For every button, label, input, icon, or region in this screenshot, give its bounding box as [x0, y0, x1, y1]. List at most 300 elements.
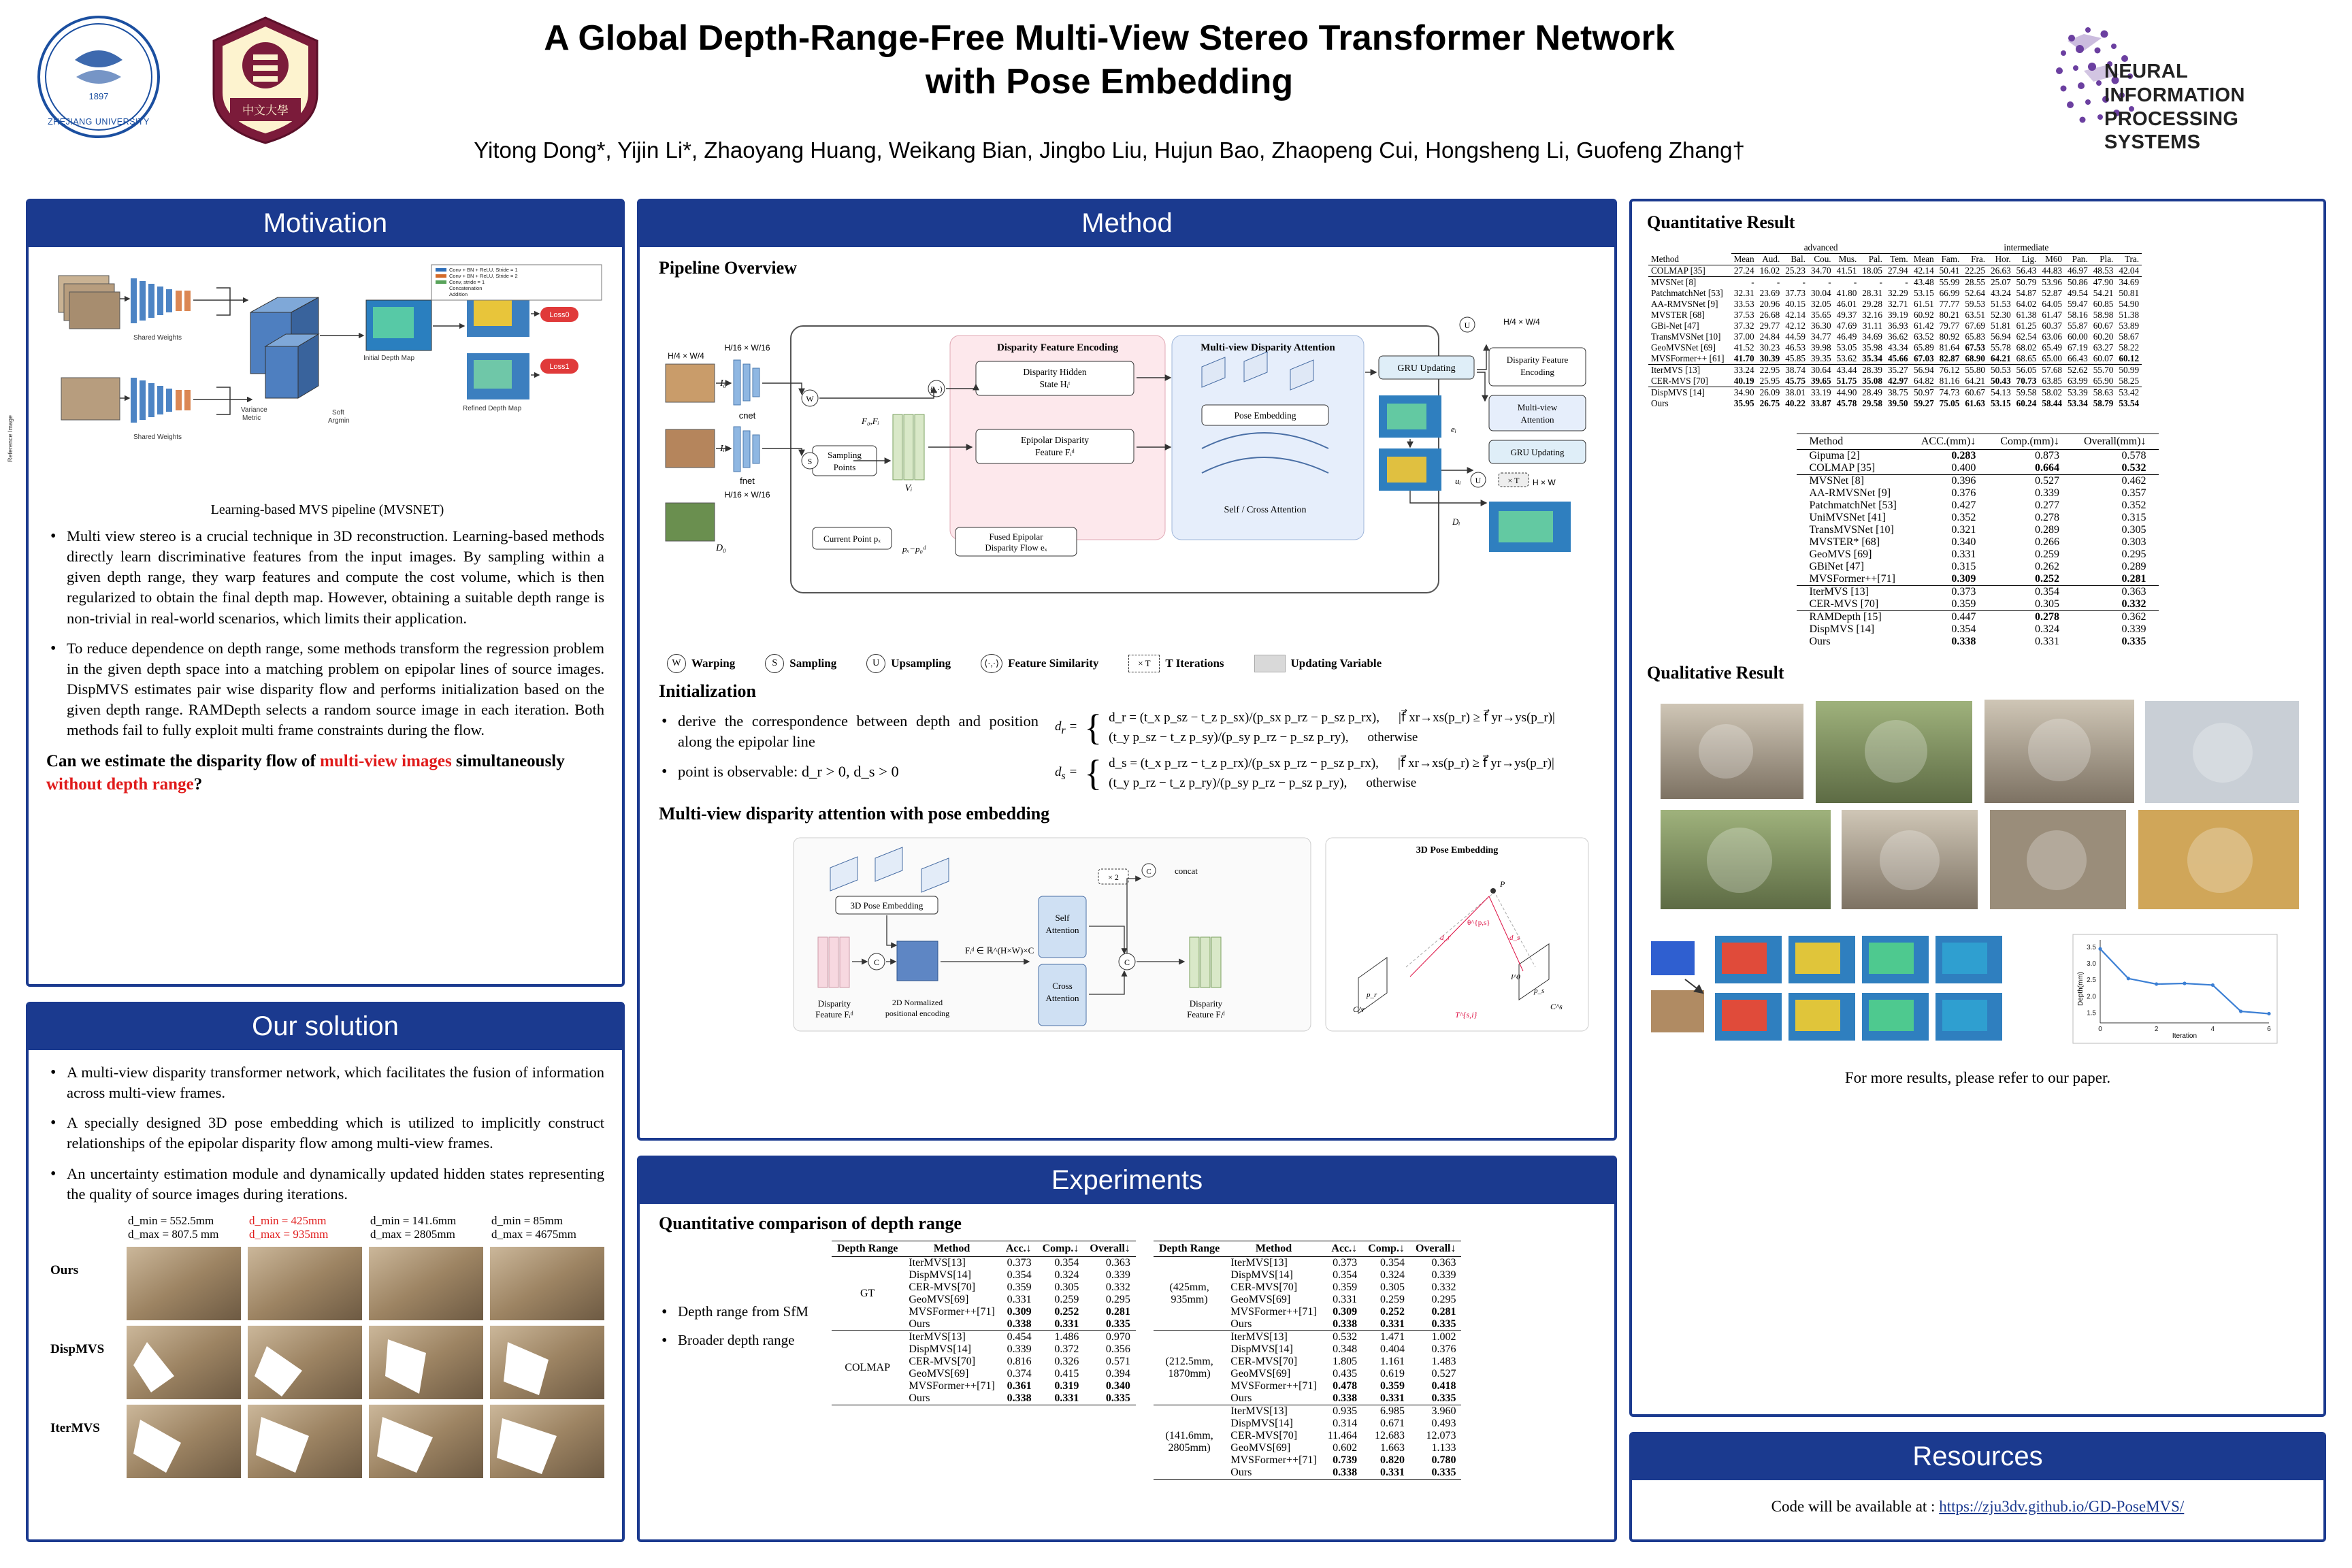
table-cell: 54.13 [1991, 387, 2011, 397]
chart-xtick: 0 [2098, 1026, 2102, 1033]
table-cell: 25.07 [1991, 277, 2011, 287]
svg-text:2D Normalized: 2D Normalized [892, 998, 943, 1007]
initialization-equations: $d_r$ = { d_r = (t_x p_sz − t_z p_sx)/(p_sx p_rz − p_sz p_rx), |f⃗ xr→xs(p_r) ≥ f⃗ yr→ys(p_r)| (t_y p_sz − t_z p_sy)/(p_sy p_rz − p_sz p_ry), otherwise $d_s$ = { d_s = (t_x p_rz − t_z p_rx)/(p_sx p_rz − p_sz p_rx), |f⃗ xr→xs(p_r) ≥ f⃗ yr→ys(p_r)| (t_y p_rz − t_z p_ry)/(p_sy p_rz − p_sz p_ry), otherwise [1055, 706, 1555, 794]
svg-text:Initial Depth Map: Initial Depth Map [363, 355, 415, 362]
table-cell: 0.339 [2035, 487, 2059, 499]
table-cell: 0.332 [2121, 598, 2146, 610]
legend-warping: W Warping [667, 654, 735, 673]
panel-experiments [637, 1156, 1617, 1542]
table-cell: 41.80 [1836, 288, 1857, 298]
column-header: ACC.(mm)↓ [1921, 436, 1976, 447]
table-cell: 0.396 [1951, 475, 1976, 487]
q-part-1: Can we estimate the disparity flow of [46, 752, 321, 771]
table-cell: 0.427 [1951, 500, 1976, 511]
table-cell: 49.37 [1836, 310, 1857, 320]
svg-text:d_r: d_r [1440, 934, 1451, 942]
table-cell: 33.19 [1810, 387, 1831, 397]
panel-method [637, 199, 1617, 1141]
table-cell: 68.02 [2016, 342, 2037, 353]
table-cell: Ours [1230, 1467, 1252, 1478]
column-header: Overall↓ [1090, 1243, 1130, 1254]
legend-feature-similarity: ⟨·,·⟩ Feature Similarity [981, 654, 1098, 673]
column-header: Acc.↓ [1005, 1243, 1032, 1254]
table-cell: 53.05 [1836, 342, 1857, 353]
table-cell: 0.331 [1379, 1318, 1405, 1330]
reconstruction-thumbnails [127, 1247, 606, 1484]
table-row [1648, 376, 2142, 387]
table-cell: 50.41 [1939, 265, 1960, 276]
column-header: Mean [1733, 254, 1754, 264]
svg-text:中文大學: 中文大學 [242, 104, 289, 117]
table-row [1648, 310, 2142, 321]
solution-bullets [46, 1062, 604, 1205]
range-label-1: d_min = 552.5mm d_max = 807.5 mm [128, 1213, 219, 1241]
svg-text:Disparity Feature: Disparity Feature [1506, 355, 1569, 365]
table-cell: 44.83 [2042, 265, 2063, 276]
q-part-5: ? [193, 775, 203, 794]
table-cell: 0.331 [1054, 1318, 1079, 1330]
table-cell: 0.361 [1007, 1380, 1032, 1392]
table-row [1797, 475, 2158, 488]
svg-text:F₀,Fᵢ: F₀,Fᵢ [862, 416, 879, 426]
table-cell: 0.354 [1951, 623, 1976, 635]
svg-text:pₓ−p₀ᵈ: pₓ−p₀ᵈ [902, 544, 926, 554]
table-cell: 45.78 [1836, 398, 1857, 408]
table-cell: 0.527 [1431, 1368, 1456, 1379]
table-cell: 26.09 [1759, 387, 1780, 397]
table-cell: 0.315 [2121, 512, 2146, 523]
table-cell: 50.86 [2068, 277, 2088, 287]
table-cell: 27.24 [1733, 265, 1754, 276]
table-cell: 0.376 [1951, 487, 1976, 499]
table-cell: 44.90 [1836, 387, 1857, 397]
table-cell: 40.15 [1785, 299, 1806, 309]
table-cell: 0.338 [1007, 1392, 1032, 1404]
table-cell: 1.002 [1431, 1331, 1456, 1343]
table-cell: 0.289 [2121, 561, 2146, 572]
table-cell: 61.25 [2016, 321, 2037, 331]
table-cell: 0.816 [1007, 1356, 1032, 1367]
table-cell: 51.81 [1991, 321, 2011, 331]
svg-text:Fᵢᵈ ∈ ℝ^(H×W)×C: Fᵢᵈ ∈ ℝ^(H×W)×C [965, 945, 1034, 956]
svg-text:Reference Image: Reference Image [7, 414, 14, 462]
table-cell: 3.960 [1431, 1405, 1456, 1417]
svg-text:Current Point pₓ: Current Point pₓ [823, 534, 881, 544]
svg-text:Epipolar Disparity: Epipolar Disparity [1020, 435, 1090, 445]
table-row [1648, 387, 2142, 399]
svg-text:Concatenation: Concatenation [449, 285, 483, 291]
table-cell: 59.47 [2068, 299, 2088, 309]
table-cell: 0.571 [1105, 1356, 1130, 1367]
motivation-question [46, 750, 604, 796]
table-cell: 32.05 [1810, 299, 1831, 309]
table-cell: 0.283 [1951, 450, 1976, 461]
svg-text:Cross: Cross [1052, 981, 1073, 991]
svg-text:U: U [1464, 321, 1471, 330]
table-row [1797, 561, 2158, 573]
table-cell: 0.373 [1951, 586, 1976, 598]
svg-text:Shared Weights: Shared Weights [133, 334, 182, 342]
table-cell: 0.354 [2035, 586, 2059, 598]
table-cell: 0.454 [1007, 1331, 1032, 1343]
table-cell: IterMVS[13] [909, 1257, 966, 1269]
table-cell: 46.97 [2068, 265, 2088, 276]
table-cell: 62.54 [2016, 331, 2037, 342]
svg-text:Disparity: Disparity [1189, 998, 1223, 1009]
svg-text:d_s: d_s [1509, 934, 1520, 942]
column-header: Depth Range [1158, 1243, 1220, 1254]
table-cell: 0.619 [1379, 1368, 1405, 1379]
svg-text:C: C [1146, 868, 1152, 876]
table-cell: IterMVS[13] [1230, 1331, 1288, 1343]
table-cell: 58.67 [2119, 331, 2140, 342]
table-cell: 11.464 [1327, 1430, 1358, 1441]
legend-updating-variable: Updating Variable [1254, 655, 1382, 672]
title-line-1: A Global Depth-Range-Free Multi-View Stereo Transformer Network [544, 18, 1675, 58]
column-header: Depth Range [837, 1243, 898, 1254]
table-cell: 0.340 [1105, 1380, 1130, 1392]
svg-text:I^0: I^0 [1511, 973, 1520, 981]
table-cell: 70.73 [2016, 376, 2037, 386]
mvsnet-diagram [7, 258, 608, 497]
table-cell: 39.65 [1810, 376, 1831, 386]
table-cell: 63.99 [2068, 376, 2088, 386]
table-cell: 0.277 [2035, 500, 2059, 511]
table-cell: 38.75 [1887, 387, 1908, 397]
table-cell: 61.42 [1913, 321, 1934, 331]
svg-text:Disparity Feature Encoding: Disparity Feature Encoding [996, 342, 1119, 353]
table-cell: 34.77 [1810, 331, 1831, 342]
table-cell: 31.11 [1862, 321, 1882, 331]
svg-text:Sampling: Sampling [828, 450, 862, 460]
table-row [1154, 1331, 1462, 1344]
table-cell: 0.335 [1431, 1392, 1456, 1404]
svg-text:H/4 × W/4: H/4 × W/4 [1503, 317, 1540, 327]
table-cell: 0.326 [1054, 1356, 1079, 1367]
table-cell: IterMVS[13] [1230, 1257, 1288, 1269]
panel-title-motivation: Motivation [29, 201, 622, 247]
table-cell: 32.31 [1733, 288, 1754, 298]
table-cell: 53.96 [2042, 277, 2063, 287]
table-row [1648, 365, 2142, 376]
table-cell: 41.52 [1733, 342, 1754, 353]
svg-text:1897: 1897 [88, 91, 109, 101]
table-cell: 53.39 [2068, 387, 2088, 397]
table-cell: 0.266 [2035, 536, 2059, 548]
table-cell: 0.335 [1105, 1318, 1130, 1330]
table-cell: 80.92 [1939, 331, 1960, 342]
column-header: Hor. [1995, 254, 2011, 264]
table-cell: 60.07 [2093, 353, 2114, 363]
method-cell: COLMAP [35] [1651, 265, 1705, 276]
table-cell: 37.32 [1733, 321, 1754, 331]
svg-text:cnet: cnet [738, 410, 756, 421]
table-cell: 32.71 [1887, 299, 1908, 309]
table-cell: 0.332 [1105, 1281, 1130, 1293]
eq-ds-2: (t_y p_rz − t_z p_ry)/(p_sy p_rz − p_sz p_ry), [1109, 775, 1348, 790]
table-cell: 58.63 [2093, 387, 2114, 397]
table-cell: 0.309 [1951, 573, 1976, 585]
table-cell: 26.68 [1759, 310, 1780, 320]
table-cell: 28.31 [1862, 288, 1882, 298]
chart-point [2127, 977, 2130, 980]
table-cell: 51.38 [2119, 310, 2140, 320]
zhejiang-university-logo [34, 12, 163, 142]
column-header: Fra. [1971, 254, 1985, 264]
table-cell: 1.161 [1379, 1356, 1405, 1367]
table-cell: MVSFormer++[71] [1230, 1454, 1317, 1466]
column-header: Pal. [1868, 254, 1882, 264]
method-cell: GBi-Net [47] [1651, 321, 1699, 331]
table-cell: 53.54 [2119, 398, 2140, 408]
table-cell: 22.25 [1965, 265, 1985, 276]
table-cell: 1.133 [1431, 1442, 1456, 1454]
table-cell: 40.22 [1785, 398, 1806, 408]
table-cell: 30.39 [1759, 353, 1780, 363]
list-item: • derive the correspondence between depth and position along the epipolar line [657, 711, 1039, 752]
method-cell: IterMVS [13] [1809, 586, 1869, 598]
svg-text:Dᵢ: Dᵢ [1452, 517, 1460, 527]
table-cell: 0.415 [1054, 1368, 1079, 1379]
table-cell: 38.01 [1785, 387, 1806, 397]
panel-title-solution: Our solution [29, 1004, 622, 1050]
table-cell: 52.64 [1965, 288, 1985, 298]
table-cell: 35.27 [1887, 365, 1908, 375]
table-cell: 75.05 [1939, 398, 1960, 408]
table-cell: 42.04 [2119, 265, 2140, 276]
table-row [1648, 299, 2142, 310]
table-cell: 36.62 [1887, 331, 1908, 342]
svg-text:Disparity Hidden: Disparity Hidden [1023, 367, 1087, 377]
svg-text:Pose Embedding: Pose Embedding [1234, 410, 1296, 421]
table-cell: 64.02 [2016, 299, 2037, 309]
table-cell: 0.340 [1951, 536, 1976, 548]
table-cell: CER-MVS[70] [1230, 1430, 1298, 1441]
svg-text:Addition: Addition [449, 291, 468, 297]
table-cell: 0.321 [1951, 524, 1976, 536]
table-cell: 0.314 [1333, 1418, 1358, 1429]
eq-ds-c2: otherwise [1366, 775, 1417, 790]
table-cell: 0.305 [2121, 524, 2146, 536]
table-row [1797, 462, 2158, 475]
svg-text:Attention: Attention [1045, 925, 1079, 935]
table-cell: 0.331 [1951, 549, 1976, 560]
svg-text:GRU Updating: GRU Updating [1397, 363, 1456, 374]
table-row [1797, 573, 2158, 586]
table-cell: 0.970 [1105, 1331, 1130, 1343]
table-cell: 0.363 [1105, 1257, 1130, 1269]
table-cell: 63.51 [1965, 310, 1985, 320]
table-cell: 0.352 [1951, 512, 1976, 523]
table-cell: MVSFormer++[71] [1230, 1306, 1317, 1318]
initialization-heading: Initialization [659, 681, 757, 701]
table-row [1648, 277, 2142, 289]
table-cell: 0.359 [1333, 1281, 1358, 1293]
table-cell: 52.30 [1991, 310, 2011, 320]
table-cell: 39.98 [1810, 342, 1831, 353]
table-cell: 12.073 [1426, 1430, 1456, 1441]
table-benchmark [1648, 242, 2142, 409]
panel-motivation [7, 199, 625, 987]
table-cell: 54.21 [2093, 288, 2114, 298]
eq-dr-c1: |f⃗ xr→xs(p_r) ≥ f⃗ yr→ys(p_r)| [1399, 710, 1555, 725]
table-cell: 60.85 [2093, 299, 2114, 309]
svg-text:p_r: p_r [1367, 991, 1377, 999]
sampling-icon: S [765, 654, 784, 673]
svg-text:Refined Depth Map: Refined Depth Map [463, 405, 522, 412]
chart-point [2239, 1009, 2242, 1013]
table-row [1648, 398, 2142, 409]
legend-iterations: × T T Iterations [1128, 655, 1224, 672]
project-link[interactable]: https://zju3dv.github.io/GD-PoseMVS/ [1939, 1498, 2185, 1515]
svg-text:S: S [807, 457, 813, 466]
table-cell: - [1853, 277, 1857, 287]
table-cell: 52.62 [2068, 365, 2088, 375]
table-cell: 23.69 [1759, 288, 1780, 298]
table-cell: 27.94 [1887, 265, 1908, 276]
method-cell: DispMVS [14] [1651, 387, 1705, 397]
method-cell: IterMVS [13] [1651, 365, 1701, 375]
method-cell: MVSFormer++ [61] [1651, 353, 1725, 363]
qualitative-reconstructions [1644, 690, 2315, 915]
table-row [1797, 512, 2158, 524]
table-cell: DispMVS[14] [1230, 1269, 1293, 1281]
table-cell: 0.418 [1431, 1380, 1456, 1392]
column-header: Comp.↓ [1368, 1243, 1405, 1254]
q-part-2: multi-view images [320, 752, 452, 771]
svg-text:P: P [1500, 879, 1505, 889]
table-cell: 0.324 [1379, 1269, 1405, 1281]
table-row [832, 1331, 1136, 1344]
author-list: Yitong Dong*, Yijin Li*, Zhaoyang Huang, Weikang Bian, Jingbo Liu, Hujun Bao, Zhaopeng Cui, Hongsheng Li, Guofeng Zhang† [474, 137, 1745, 163]
table-cell: 0.376 [1431, 1343, 1456, 1355]
table-cell: 50.99 [2119, 365, 2140, 375]
column-header: Comp.(mm)↓ [2000, 436, 2059, 447]
table-cell: 51.53 [1991, 299, 2011, 309]
pipeline-svg [657, 285, 1595, 653]
method-cell: MVSTER* [68] [1809, 536, 1880, 548]
table-row [1797, 623, 2158, 636]
table-row [1648, 353, 2142, 365]
table-cell: 40.19 [1733, 376, 1754, 386]
table-cell: 29.28 [1862, 299, 1882, 309]
table-row [1797, 536, 2158, 549]
table-cell: 6.985 [1379, 1405, 1405, 1417]
list-item: • Multi view stereo is a crucial technique in 3D reconstruction. Learning-based methods directly learn discriminative features from the input images. By sampling within a given depth range, they warp features and compute the cost volume, which is then regularized to obtain the final depth map. However, obtaining a suitable depth range is non-trivial in real-world scenarios, which limits their application. [46, 526, 604, 629]
row-label-itermvs: IterMVS [50, 1420, 100, 1435]
column-header: Fam. [1941, 254, 1960, 264]
table-cell: 46.53 [1785, 342, 1806, 353]
table-cell: 50.43 [1991, 376, 2011, 386]
table-cell: 58.22 [2119, 342, 2140, 353]
legend-sampling: S Sampling [765, 654, 836, 673]
table-cell: 59.53 [1965, 299, 1985, 309]
column-header: Cou. [1814, 254, 1831, 264]
svg-text:Conv + BN + ReLU, Stride = 2: Conv + BN + ReLU, Stride = 2 [449, 273, 518, 279]
table-cell: 36.30 [1810, 321, 1831, 331]
range-label-3: d_min = 141.6mm d_max = 2805mm [370, 1213, 457, 1241]
table-group-header-row [1648, 242, 2142, 254]
table-cell: 68.65 [2016, 353, 2037, 363]
table-cell: 60.67 [2093, 321, 2114, 331]
table-cell: 61.47 [2042, 310, 2063, 320]
table-cell: 0.252 [2035, 573, 2059, 585]
depth-iteration-figure [1644, 925, 2315, 1061]
table-cell: 0.252 [1054, 1306, 1079, 1318]
table-cell: 0.339 [1431, 1269, 1456, 1281]
initialization-block [657, 708, 1597, 793]
svg-text:Self: Self [1055, 913, 1070, 923]
svg-text:Feature Fᵢᵈ: Feature Fᵢᵈ [1187, 1009, 1225, 1019]
table-cell: 26.75 [1759, 398, 1780, 408]
svg-text:× T: × T [1507, 476, 1520, 485]
table-cell: - [1828, 277, 1831, 287]
range-cell: GT [860, 1288, 875, 1299]
table-cell: 30.64 [1810, 365, 1831, 375]
column-header: Overall(mm)↓ [2084, 436, 2146, 447]
table-cell: 0.324 [1054, 1269, 1079, 1281]
method-cell: AA-RMVSNet [9] [1651, 299, 1718, 309]
table-cell: GeoMVS[69] [1230, 1294, 1291, 1305]
table-cell: 0.354 [1054, 1257, 1079, 1269]
table-cell: 65.89 [1913, 342, 1934, 353]
table-cell: 0.359 [1379, 1380, 1405, 1392]
table-row [1648, 331, 2142, 342]
table-cell: 80.21 [1939, 310, 1960, 320]
table-cell: 56.43 [2016, 265, 2037, 276]
table-cell: 60.20 [2093, 331, 2114, 342]
row-label-dispmvs: DispMVS [50, 1341, 105, 1356]
method-cell: Gipuma [2] [1809, 450, 1860, 461]
table-cell: 65.00 [2042, 353, 2063, 363]
mvsnet-figure-caption: Learning-based MVS pipeline (MVSNET) [210, 502, 444, 517]
table-cell: 60.12 [2119, 353, 2140, 363]
table-cell: 35.95 [1733, 398, 1754, 408]
list-item: • Depth range from SfM [657, 1302, 821, 1321]
range-cell: COLMAP [845, 1362, 891, 1373]
table-cell: 0.359 [1007, 1281, 1032, 1293]
table-cell: Ours [909, 1392, 930, 1404]
table-cell: 0.527 [2035, 475, 2059, 487]
svg-text:3D Pose Embedding: 3D Pose Embedding [1416, 845, 1499, 855]
column-header: Comp.↓ [1042, 1243, 1079, 1254]
table-cell: GeoMVS[69] [1230, 1442, 1291, 1454]
chart-point [2267, 1012, 2270, 1015]
method-cell: PatchmatchNet [53] [1651, 288, 1723, 298]
table-cell: 0.354 [1333, 1269, 1358, 1281]
svg-text:C^r: C^r [1353, 1004, 1365, 1014]
svg-text:positional encoding: positional encoding [885, 1009, 950, 1018]
table-cell: 0.295 [1105, 1294, 1130, 1305]
table-cell: 32.16 [1862, 310, 1882, 320]
svg-text:Loss0: Loss0 [549, 311, 570, 319]
chart-ytick: 2.0 [2087, 993, 2096, 1001]
method-cell: PatchmatchNet [53] [1809, 500, 1897, 511]
table-cell: 59.58 [2016, 387, 2037, 397]
table-row [1648, 288, 2142, 299]
table-cell: - [1879, 277, 1882, 287]
table-cell: 60.24 [2016, 398, 2037, 408]
table-cell: 64.05 [2042, 299, 2063, 309]
table-cell: 0.262 [2035, 561, 2059, 572]
svg-text:fnet: fnet [740, 476, 755, 486]
table-cell: 29.58 [1862, 398, 1882, 408]
table-cell: 49.54 [2068, 288, 2088, 298]
table-cell: 37.00 [1733, 331, 1754, 342]
table-cell: 50.81 [2119, 288, 2140, 298]
method-cell: TransMVSNet [10] [1809, 524, 1894, 536]
eq-ds-1: d_s = (t_x p_rz − t_z p_rx)/(p_sx p_rz − p_sz p_rx), [1109, 756, 1379, 770]
